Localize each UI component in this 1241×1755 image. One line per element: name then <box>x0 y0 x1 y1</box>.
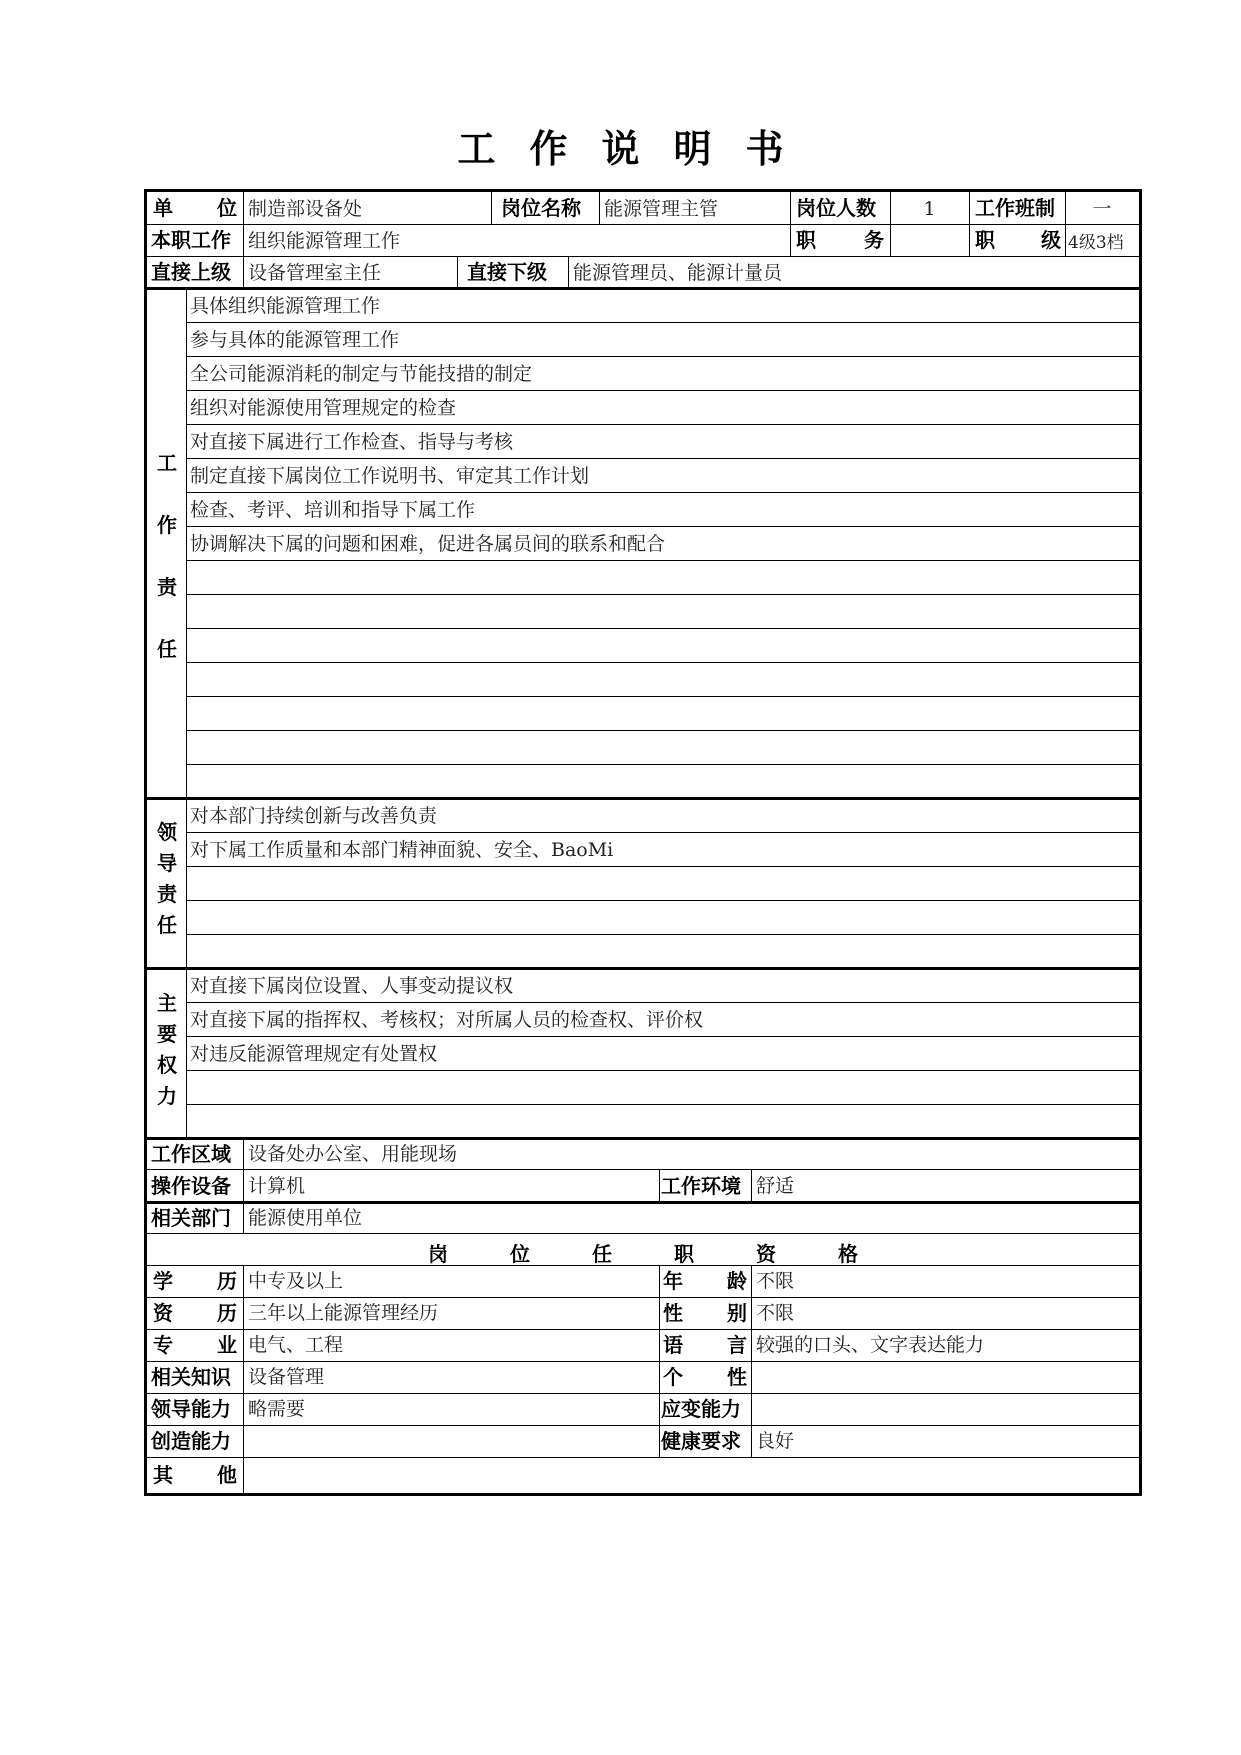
work-responsibility-item: 制定直接下属岗位工作说明书、审定其工作计划 <box>190 465 590 487</box>
age-value: 不限 <box>756 1270 795 1292</box>
knowledge-label: 相关知识 <box>151 1365 231 1389</box>
related-dept-label: 相关部门 <box>151 1206 231 1230</box>
knowledge-value: 设备管理 <box>248 1366 325 1388</box>
grade-label: 职级 <box>975 228 1061 252</box>
unit-value: 制造部设备处 <box>248 198 363 220</box>
language-value: 较强的口头、文字表达能力 <box>756 1334 985 1356</box>
experience-label: 资历 <box>153 1301 237 1325</box>
document-title: 工作说明书 <box>457 127 818 171</box>
equipment-label: 操作设备 <box>151 1174 231 1198</box>
work-responsibility-item: 组织对能源使用管理规定的检查 <box>190 397 457 419</box>
health-value: 良好 <box>756 1430 795 1452</box>
main-authority-label: 主 要 权 力 <box>157 991 177 1108</box>
job-description-form <box>144 189 1142 1496</box>
work-responsibility-item: 协调解决下属的问题和困难，促进各属员间的联系和配合 <box>190 533 666 555</box>
education-label: 学历 <box>153 1269 237 1293</box>
shift-label: 工作班制 <box>975 196 1055 220</box>
work-area-value: 设备处办公室、用能现场 <box>248 1143 458 1165</box>
subordinate-value: 能源管理员、能源计量员 <box>573 262 783 284</box>
leadership-responsibility-label: 领 导 责 任 <box>157 820 177 937</box>
work-responsibility-label: 工 作 责 任 <box>157 451 177 661</box>
work-area-label: 工作区域 <box>151 1142 231 1166</box>
main-work-label: 本职工作 <box>151 228 231 252</box>
shift-value: 一 <box>1092 198 1112 220</box>
authority-item: 对直接下属岗位设置、人事变动提议权 <box>190 975 514 997</box>
work-responsibility-item: 检查、考评、培训和指导下属工作 <box>190 499 476 521</box>
authority-item: 对直接下属的指挥权、考核权；对所属人员的检查权、评价权 <box>190 1009 704 1031</box>
authority-item: 对违反能源管理规定有处置权 <box>190 1043 438 1065</box>
work-responsibility-item: 对直接下属进行工作检查、指导与考核 <box>190 431 514 453</box>
adaptability-label: 应变能力 <box>661 1397 741 1421</box>
work-responsibility-item: 参与具体的能源管理工作 <box>190 329 400 351</box>
gender-value: 不限 <box>756 1302 795 1324</box>
environment-label: 工作环境 <box>661 1174 741 1198</box>
language-label: 语言 <box>663 1333 747 1357</box>
experience-value: 三年以上能源管理经历 <box>248 1302 439 1324</box>
superior-label: 直接上级 <box>151 260 231 284</box>
personality-label: 个性 <box>663 1365 747 1389</box>
superior-value: 设备管理室主任 <box>248 262 382 284</box>
duty-label: 职务 <box>796 228 884 252</box>
education-value: 中专及以上 <box>248 1270 344 1292</box>
other-label: 其他 <box>153 1463 237 1487</box>
leadership-responsibility-item: 对下属工作质量和本部门精神面貌、安全、BaoMi <box>190 839 614 861</box>
health-label: 健康要求 <box>661 1429 741 1453</box>
work-responsibility-item: 具体组织能源管理工作 <box>190 295 381 317</box>
grade-value: 4级3档 <box>1068 233 1124 253</box>
leadership-ability-value: 略需要 <box>248 1398 306 1420</box>
subordinate-label: 直接下级 <box>467 260 547 284</box>
unit-label: 单 位 <box>153 196 237 220</box>
creativity-label: 创造能力 <box>151 1429 231 1453</box>
environment-value: 舒适 <box>756 1175 795 1197</box>
position-value: 能源管理主管 <box>604 198 719 220</box>
major-value: 电气、工程 <box>248 1334 344 1356</box>
age-label: 年龄 <box>663 1269 747 1293</box>
related-dept-value: 能源使用单位 <box>248 1207 363 1229</box>
position-label: 岗位名称 <box>501 196 581 220</box>
major-label: 专业 <box>153 1333 237 1357</box>
gender-label: 性别 <box>663 1301 747 1325</box>
leadership-ability-label: 领导能力 <box>151 1397 231 1421</box>
work-responsibility-item: 全公司能源消耗的制定与节能技措的制定 <box>190 363 533 385</box>
main-work-value: 组织能源管理工作 <box>248 230 401 252</box>
headcount-label: 岗位人数 <box>796 196 876 220</box>
qualifications-heading: 岗位任职资格 <box>428 1242 920 1266</box>
leadership-responsibility-item: 对本部门持续创新与改善负责 <box>190 805 438 827</box>
headcount-value: 1 <box>923 198 936 220</box>
equipment-value: 计算机 <box>248 1175 306 1197</box>
